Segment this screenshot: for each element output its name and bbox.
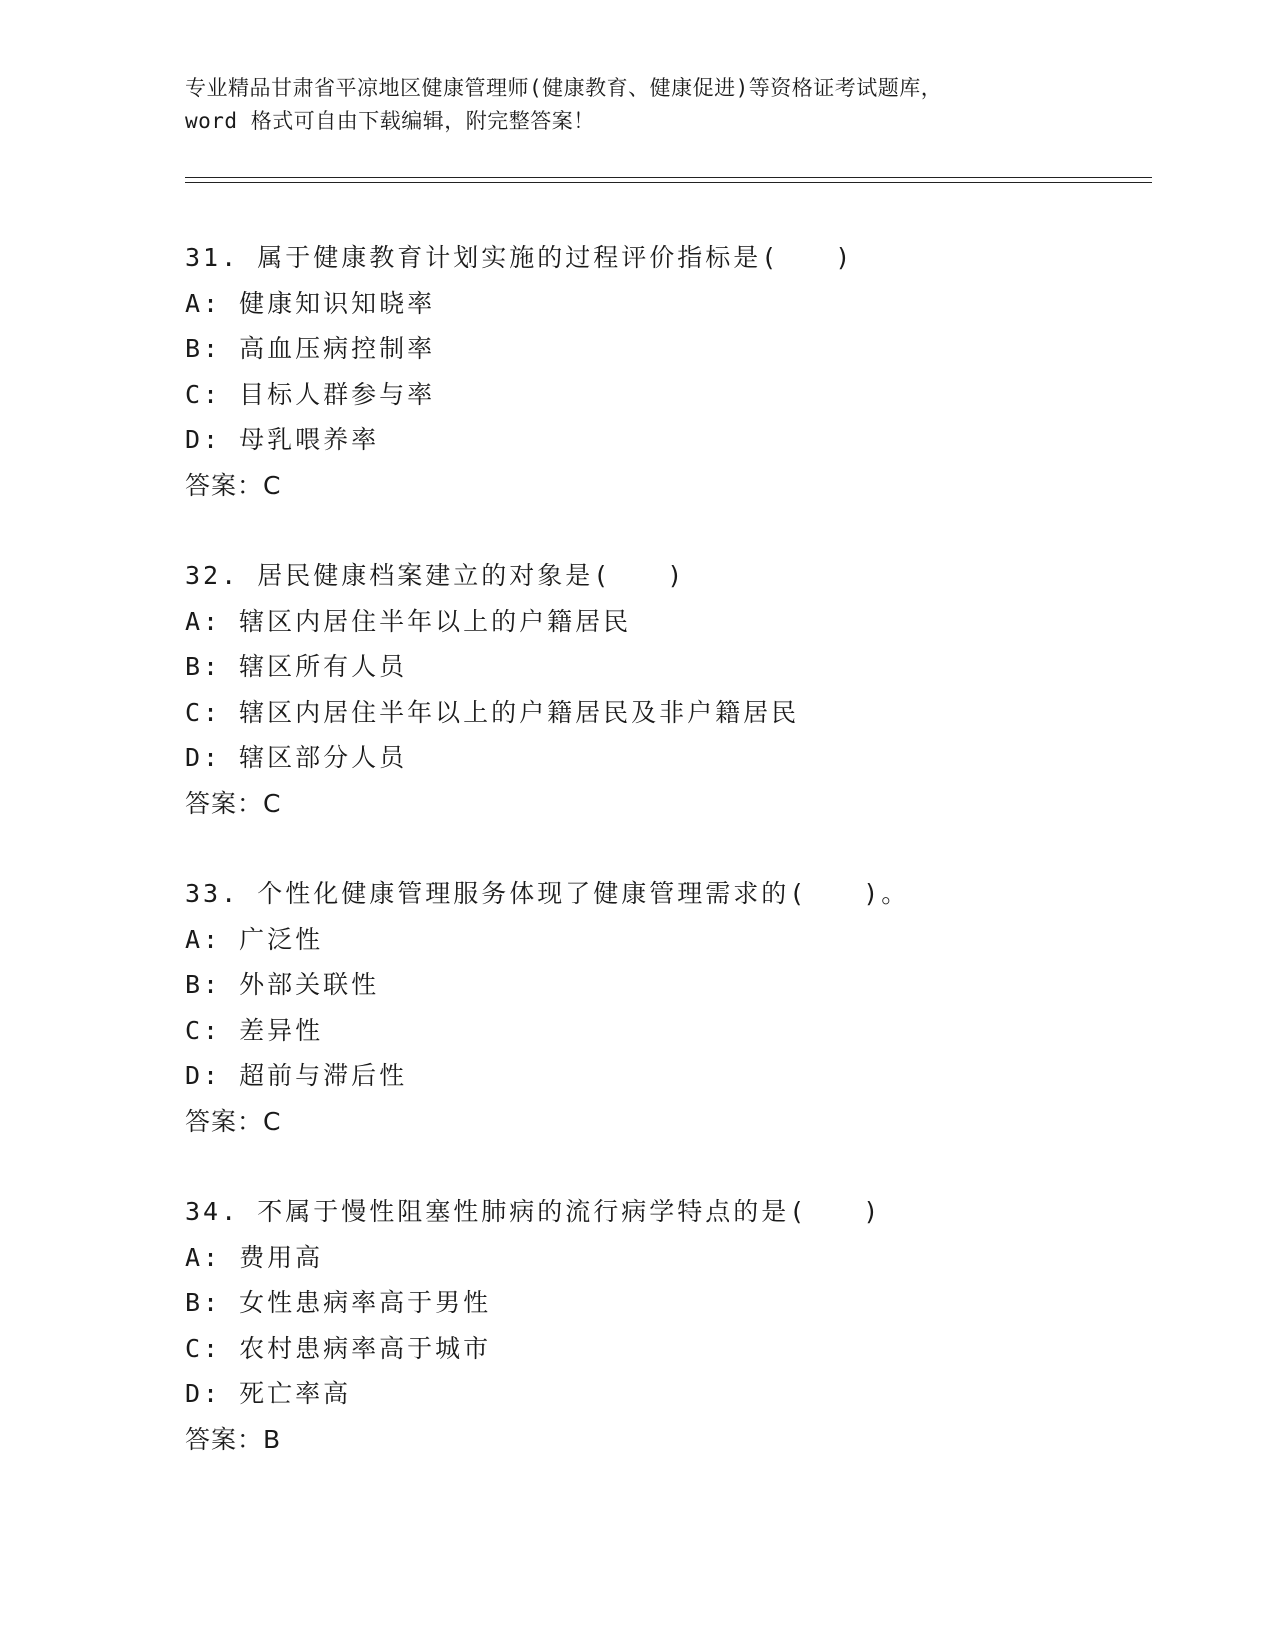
option-c: C: 差异性: [185, 1015, 324, 1045]
header-line-2: word 格式可自由下载编辑，附完整答案！: [185, 109, 595, 133]
option-d: D: 辖区部分人员: [185, 743, 408, 772]
answer: 答案：C: [185, 470, 282, 500]
question-34: [185, 1189, 1145, 1507]
answer: 答案：C: [185, 788, 282, 818]
question-33: [185, 871, 1145, 1189]
header-line-1: 专业精品甘肃省平凉地区健康管理师(健康教育、健康促进)等资格证考试题库，: [185, 76, 943, 100]
question-stem: 34. 不属于慢性阻塞性肺病的流行病学特点的是( ): [185, 1197, 882, 1226]
option-b: B: 高血压病控制率: [185, 334, 436, 363]
option-b: B: 辖区所有人员: [185, 652, 408, 681]
option-a: A: 广泛性: [185, 924, 324, 954]
option-d: D: 死亡率高: [185, 1379, 352, 1408]
question-list: [185, 235, 1145, 1507]
document-header: [185, 72, 1085, 138]
question-32: [185, 553, 1145, 871]
question-stem: 32. 居民健康档案建立的对象是( ): [185, 561, 686, 590]
answer: 答案：B: [185, 1424, 282, 1454]
option-c: C: 目标人群参与率: [185, 379, 436, 409]
option-a: A: 费用高: [185, 1242, 324, 1272]
option-c: C: 辖区内居住半年以上的户籍居民及非户籍居民: [185, 697, 800, 727]
answer: 答案：C: [185, 1106, 282, 1136]
option-b: B: 女性患病率高于男性: [185, 1288, 492, 1317]
question-stem: 31. 属于健康教育计划实施的过程评价指标是( ): [185, 243, 854, 272]
option-d: D: 母乳喂养率: [185, 425, 380, 454]
header-divider: [185, 177, 1152, 183]
option-b: B: 外部关联性: [185, 970, 380, 999]
option-a: A: 辖区内居住半年以上的户籍居民: [185, 606, 632, 636]
option-c: C: 农村患病率高于城市: [185, 1333, 492, 1363]
option-d: D: 超前与滞后性: [185, 1061, 408, 1090]
option-a: A: 健康知识知晓率: [185, 288, 436, 318]
question-stem: 33. 个性化健康管理服务体现了健康管理需求的( )。: [185, 879, 910, 908]
question-31: [185, 235, 1145, 553]
